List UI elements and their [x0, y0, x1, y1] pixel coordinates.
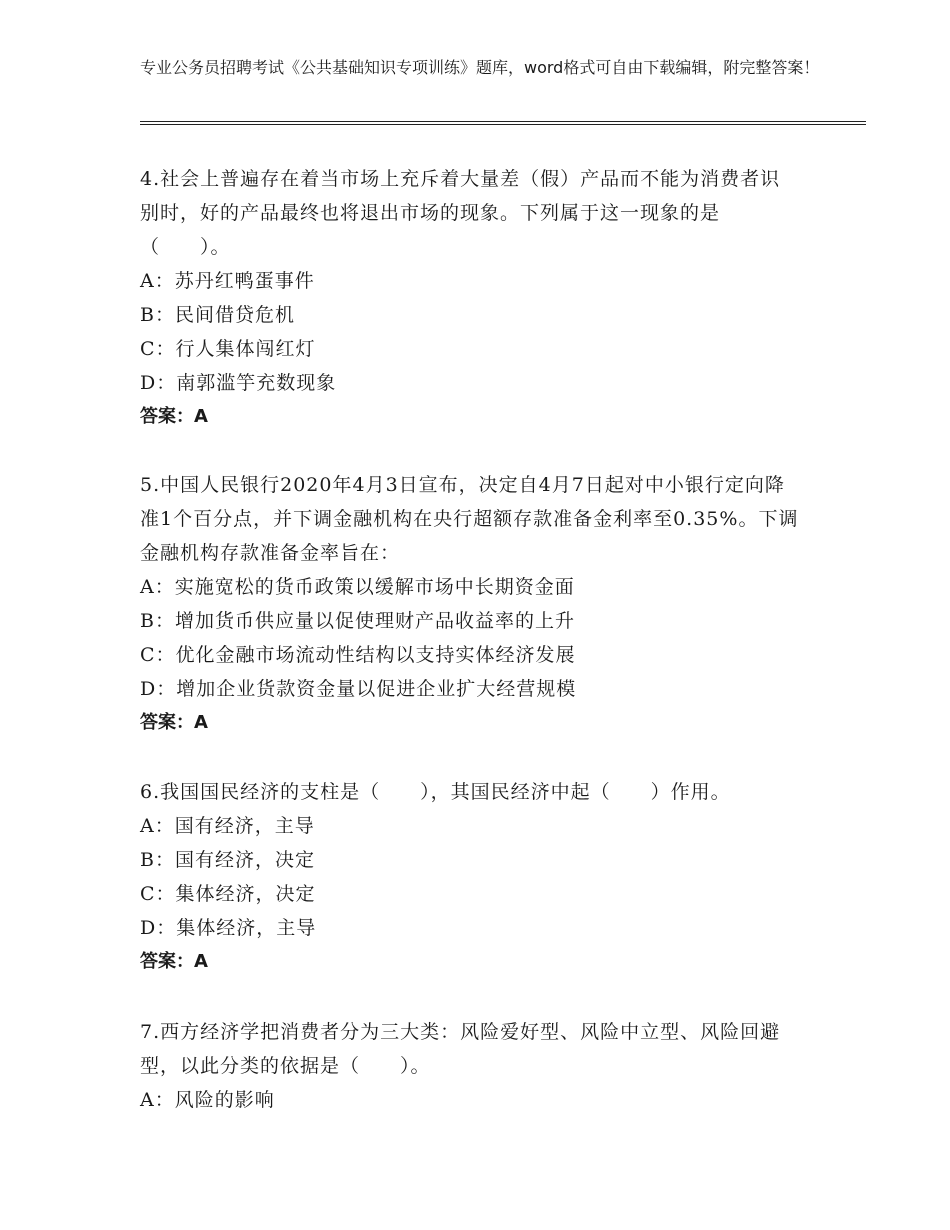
question-7	[140, 1015, 800, 1117]
option-d: D：集体经济，主导	[140, 917, 317, 939]
option-b: B：民间借贷危机	[140, 304, 295, 326]
answer: 答案：A	[140, 951, 208, 972]
option-d: D：增加企业货款资金量以促进企业扩大经营规模	[140, 678, 577, 700]
option-d: D：南郭滥竽充数现象	[140, 372, 337, 394]
option-b: B：增加货币供应量以促使理财产品收益率的上升	[140, 610, 575, 632]
question-stem: 7.西方经济学把消费者分为三大类：风险爱好型、风险中立型、风险回避型，以此分类的依据是（ ）。	[140, 1021, 781, 1077]
question-stem: 4.社会上普遍存在着当市场上充斥着大量差（假）产品而不能为消费者识别时，好的产品最终也将退出市场的现象。下列属于这一现象的是（ ）。	[140, 168, 781, 258]
option-c: C：优化金融市场流动性结构以支持实体经济发展	[140, 644, 576, 666]
option-c: C：集体经济，决定	[140, 883, 316, 905]
header-divider-top	[140, 121, 866, 122]
question-stem: 6.我国国民经济的支柱是（ ），其国民经济中起（ ）作用。	[140, 781, 731, 803]
question-6	[140, 775, 800, 979]
question-4	[140, 162, 800, 434]
answer: 答案：A	[140, 406, 208, 427]
option-b: B：国有经济，决定	[140, 849, 315, 871]
option-c: C：行人集体闯红灯	[140, 338, 316, 360]
question-5	[140, 468, 800, 740]
option-a: A：风险的影响	[140, 1089, 275, 1111]
option-a: A：实施宽松的货币政策以缓解市场中长期资金面	[140, 576, 575, 598]
question-stem: 5.中国人民银行2020年4月3日宣布，决定自4月7日起对中小银行定向降准1个百分点，并下调金融机构在央行超额存款准备金利率至0.35%。下调金融机构存款准备金率旨在：	[140, 474, 799, 564]
answer: 答案：A	[140, 712, 208, 733]
page-header: 专业公务员招聘考试《公共基础知识专项训练》题库，word格式可自由下载编辑，附完整答案！	[140, 58, 820, 77]
header-divider-bottom	[140, 124, 866, 125]
option-a: A：国有经济，主导	[140, 815, 315, 837]
option-a: A：苏丹红鸭蛋事件	[140, 270, 315, 292]
